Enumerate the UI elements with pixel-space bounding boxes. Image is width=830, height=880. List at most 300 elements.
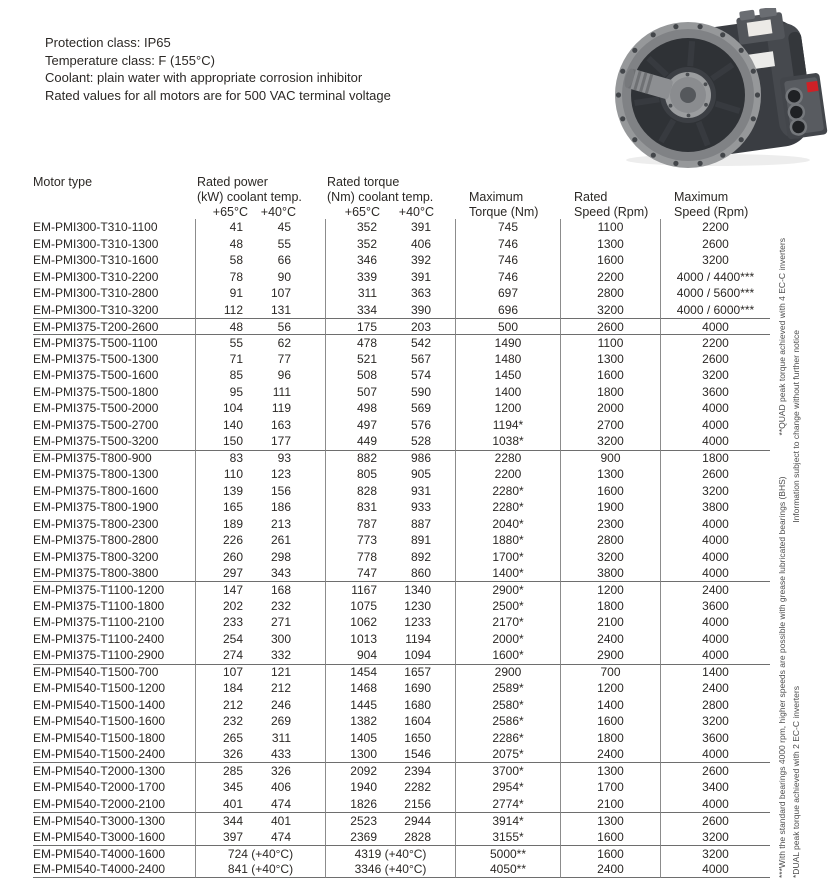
cell-max-speed: 1400	[660, 664, 770, 680]
cell-torque-65: 828	[325, 483, 390, 499]
cell-power-65: 139	[195, 483, 260, 499]
cell-torque-40: 1650	[404, 730, 431, 745]
cell-torque-65: 1075	[325, 598, 390, 614]
cell-rated-speed: 1100	[560, 219, 660, 235]
cell-power-40: 107	[270, 286, 291, 301]
cell-rated-speed: 1200	[560, 680, 660, 696]
cell-rated-speed: 1800	[560, 384, 660, 400]
cell-power-40: 326	[260, 762, 325, 778]
col-header-motor-type: Motor type	[33, 174, 93, 189]
col-header-torque-40: +40°C	[398, 204, 434, 219]
cell-torque-65: 747	[325, 565, 390, 581]
cell-torque-65: 498	[325, 400, 390, 416]
cell-power-65: 260	[195, 548, 260, 564]
cell-power-40: 474	[270, 829, 291, 844]
cell-max-torque: 2000*	[455, 631, 560, 647]
cell-max-torque: 2170*	[455, 614, 560, 630]
cell-torque-40: 933	[410, 500, 431, 515]
cell-rated-speed: 1300	[560, 812, 660, 828]
cell-torque-40: 1194	[405, 631, 431, 646]
cell-max-speed: 3600	[660, 598, 770, 614]
cell-max-speed: 3200	[660, 713, 770, 729]
cell-torque-65: 1940	[325, 779, 390, 795]
cell-max-speed: 4000 / 6000***	[660, 301, 770, 317]
cell-motor-type: EM-PMI375-T1100-1200	[33, 581, 195, 597]
cell-max-torque: 4050**	[455, 861, 560, 877]
cell-motor-type: EM-PMI375-T1100-2400	[33, 631, 165, 646]
cell-power-65: 202	[195, 598, 260, 614]
cell-power-65: 326	[195, 746, 260, 762]
cell-motor-type: EM-PMI300-T310-2800	[33, 286, 159, 301]
cell-rated-speed: 1800	[560, 598, 660, 614]
cell-max-speed: 4000	[660, 565, 770, 581]
cell-rated-speed: 1300	[560, 762, 660, 778]
brand-logo	[806, 81, 818, 92]
cell-max-speed: 4000	[660, 318, 770, 334]
cell-torque-40: 391	[410, 220, 431, 235]
cell-max-torque: 2900	[455, 664, 560, 680]
junction-box	[735, 8, 785, 45]
cell-motor-type: EM-PMI375-T1100-1800	[33, 599, 165, 614]
col-header-max-speed-1: Maximum	[674, 189, 729, 204]
cell-max-torque: 2589*	[455, 680, 560, 696]
cell-motor-type: EM-PMI375-T500-1800	[33, 384, 159, 399]
cell-max-speed: 1800	[660, 450, 770, 466]
cell-max-torque: 2280*	[455, 499, 560, 515]
cell-max-torque: 1400	[455, 384, 560, 400]
cell-max-speed: 3200	[660, 252, 770, 268]
cell-rated-speed: 2200	[560, 268, 660, 284]
cell-max-torque: 2774*	[455, 795, 560, 811]
cell-motor-type: EM-PMI375-T200-2600	[33, 318, 195, 334]
cell-power-65: 297	[195, 565, 260, 581]
cell-power-65: 91	[195, 285, 260, 301]
cell-power-65: 147	[195, 581, 260, 597]
cell-power-65: 265	[195, 730, 260, 746]
cell-max-torque: 2900*	[455, 581, 560, 597]
cell-rated-speed: 2800	[560, 285, 660, 301]
cell-motor-type: EM-PMI540-T1500-1400	[33, 697, 166, 712]
cell-torque-65: 334	[325, 301, 390, 317]
cell-torque-65: 1454	[325, 664, 390, 680]
cell-max-torque: 1880*	[455, 532, 560, 548]
cell-motor-type: EM-PMI300-T310-2200	[33, 269, 159, 284]
cell-rated-speed: 1200	[560, 581, 660, 597]
cell-power-40: 62	[260, 334, 325, 350]
cell-power-40: 119	[271, 401, 291, 416]
cell-max-speed: 3400	[660, 779, 770, 795]
cell-motor-type: EM-PMI375-T500-3200	[33, 434, 159, 449]
col-header-max-torque-2: Torque (Nm)	[469, 204, 539, 219]
cell-power-65: 83	[195, 450, 260, 466]
cell-power-40: 123	[270, 467, 291, 482]
cell-rated-speed: 1600	[560, 367, 660, 383]
cell-torque-65: 521	[325, 351, 390, 367]
cell-max-torque: 1194*	[455, 417, 560, 433]
cell-torque-65: 352	[325, 235, 390, 251]
cell-power-65: 95	[195, 384, 260, 400]
cell-torque-40: 363	[410, 286, 431, 301]
cell-power-65: 150	[195, 433, 260, 449]
cell-torque-40: 528	[410, 434, 431, 449]
cell-motor-type: EM-PMI375-T800-3200	[33, 549, 159, 564]
cell-torque-65: 339	[325, 268, 390, 284]
cell-power-65: 112	[195, 301, 260, 317]
cell-motor-type: EM-PMI375-T800-1900	[33, 500, 159, 515]
cell-power-40: 45	[277, 220, 291, 235]
cell-max-speed: 4000	[660, 515, 770, 531]
cell-power-65: 189	[195, 515, 260, 531]
cell-power-40: 232	[270, 599, 291, 614]
col-header-max-speed-2: Speed (Rpm)	[674, 204, 749, 219]
cell-torque-65: 175	[325, 318, 390, 334]
cell-max-speed: 2600	[660, 812, 770, 828]
cell-rated-speed: 1600	[560, 483, 660, 499]
cell-power-65: 41	[195, 219, 260, 235]
cell-motor-type: EM-PMI375-T500-1300	[33, 351, 159, 366]
cell-torque-40: 891	[410, 533, 431, 548]
cell-rated-speed: 1900	[560, 499, 660, 515]
cell-power-40: 77	[277, 351, 291, 366]
cell-max-speed: 4000	[660, 795, 770, 811]
motor-face	[615, 22, 761, 168]
cell-rated-speed: 1300	[560, 351, 660, 367]
col-header-rated-speed-2: Speed (Rpm)	[574, 204, 649, 219]
cell-rated-speed: 2700	[560, 417, 660, 433]
cell-power-65: 48	[195, 318, 260, 334]
cell-torque-65: 311	[325, 285, 390, 301]
cell-torque-40: 1657	[390, 664, 455, 680]
cell-max-speed: 4000	[660, 631, 770, 647]
cell-max-speed: 2600	[660, 466, 770, 482]
cell-motor-type: EM-PMI375-T1100-2900	[33, 648, 165, 663]
cell-torque-65: 773	[325, 532, 390, 548]
cell-max-speed: 4000	[660, 417, 770, 433]
cell-power-65: 85	[195, 367, 260, 383]
cell-max-speed: 2600	[660, 351, 770, 367]
cell-motor-type: EM-PMI375-T500-1600	[33, 368, 159, 383]
cell-torque-40: 391	[410, 269, 431, 284]
cell-power-40: 332	[270, 648, 291, 663]
cell-motor-type: EM-PMI300-T310-1600	[33, 253, 159, 268]
cell-power-40: 298	[270, 549, 291, 564]
cell-power-40: 96	[277, 368, 291, 383]
cell-motor-type: EM-PMI375-T500-2700	[33, 417, 159, 432]
cell-power-65: 274	[195, 647, 260, 663]
cell-max-torque: 2075*	[455, 746, 560, 762]
col-header-torque-65: +65°C	[344, 204, 380, 219]
cell-motor-type: EM-PMI375-T800-2800	[33, 533, 159, 548]
cell-motor-type: EM-PMI540-T3000-1300	[33, 812, 195, 828]
cell-power-65: 71	[195, 351, 260, 367]
cell-max-torque: 696	[455, 301, 560, 317]
cell-power-65: 107	[195, 664, 260, 680]
cell-power-65: 55	[195, 334, 260, 350]
cell-torque-40: 392	[410, 253, 431, 268]
cell-max-speed: 2400	[660, 581, 770, 597]
spec-table-body	[33, 219, 770, 878]
cell-max-speed: 4000 / 4400***	[660, 268, 770, 284]
cell-max-speed: 3800	[660, 499, 770, 515]
cell-power-65: 212	[195, 697, 260, 713]
cell-max-speed: 2400	[660, 680, 770, 696]
vertical-footnotes-inner	[790, 330, 801, 878]
col-header-rated-speed-1: Rated	[574, 189, 608, 204]
cell-torque-40: 905	[410, 467, 431, 482]
cell-max-torque: 3914*	[455, 812, 560, 828]
cell-motor-type: EM-PMI375-T800-2300	[33, 516, 159, 531]
cell-torque-65: 2092	[325, 762, 390, 778]
cell-max-speed: 2600	[660, 235, 770, 251]
cell-motor-type: EM-PMI540-T4000-2400	[33, 861, 195, 877]
cell-torque-65: 1062	[325, 614, 390, 630]
cell-torque-merged: 3346 (+40°C)	[325, 861, 455, 877]
cell-motor-type: EM-PMI375-T800-1600	[33, 483, 159, 498]
cell-rated-speed: 2300	[560, 515, 660, 531]
cell-power-65: 344	[195, 812, 260, 828]
cell-torque-40: 1604	[404, 714, 431, 729]
cell-torque-65: 1445	[325, 697, 390, 713]
cell-torque-40: 2828	[404, 829, 431, 844]
vertical-footnotes-outer	[776, 238, 787, 878]
cell-torque-40: 406	[410, 236, 431, 251]
cell-rated-speed: 3200	[560, 301, 660, 317]
cell-max-speed: 2200	[660, 219, 770, 235]
cell-rated-speed: 1400	[560, 697, 660, 713]
cell-max-speed: 4000	[660, 647, 770, 663]
cell-max-speed: 3600	[660, 730, 770, 746]
cell-torque-40: 2282	[404, 780, 431, 795]
cell-power-40: 406	[270, 780, 291, 795]
cell-motor-type: EM-PMI375-T1100-2100	[33, 615, 165, 630]
cell-power-65: 184	[195, 680, 260, 696]
cell-torque-40: 1233	[404, 615, 431, 630]
cell-max-speed: 4000	[660, 548, 770, 564]
cell-power-40: 156	[270, 483, 291, 498]
cell-max-speed: 2800	[660, 697, 770, 713]
cell-power-40: 433	[270, 747, 291, 762]
cell-torque-40: 574	[410, 368, 431, 383]
cell-power-40: 343	[270, 566, 291, 581]
cell-power-40: 246	[270, 697, 291, 712]
cell-torque-40: 567	[410, 351, 431, 366]
cell-power-65: 140	[195, 417, 260, 433]
cell-max-torque: 2280	[455, 450, 560, 466]
cell-max-speed: 3200	[660, 483, 770, 499]
cell-power-65: 232	[195, 713, 260, 729]
cell-motor-type: EM-PMI540-T3000-1600	[33, 829, 166, 844]
col-header-rated-torque: Rated torque	[327, 174, 400, 189]
cell-motor-type: EM-PMI300-T310-1300	[33, 236, 159, 251]
cell-torque-40: 569	[410, 401, 431, 416]
cell-power-merged: 724 (+40°C)	[195, 845, 325, 861]
cell-power-40: 55	[277, 236, 291, 251]
cell-torque-40: 576	[410, 417, 431, 432]
cell-power-40: 121	[260, 664, 325, 680]
cell-motor-type: EM-PMI540-T1500-1600	[33, 714, 166, 729]
col-header-max-torque-1: Maximum	[469, 189, 524, 204]
cell-rated-speed: 2900	[560, 647, 660, 663]
cell-max-speed: 4000	[660, 861, 770, 877]
cell-torque-65: 449	[325, 433, 390, 449]
cell-power-65: 401	[195, 795, 260, 811]
cell-power-40: 311	[271, 730, 291, 745]
coolant-line: Coolant: plain water with appropriate corrosion inhibitor	[45, 70, 363, 85]
footnote-quad: **QUAD peak torque achieved with 4 EC-C inverters	[776, 238, 787, 436]
cell-motor-type: EM-PMI375-T800-900	[33, 450, 195, 466]
cell-max-speed: 3600	[660, 384, 770, 400]
table-header	[33, 174, 770, 219]
cell-torque-40: 892	[410, 549, 431, 564]
cell-max-torque: 745	[455, 219, 560, 235]
cell-power-65: 165	[195, 499, 260, 515]
col-header-power-40: +40°C	[260, 204, 296, 219]
cell-max-torque: 2954*	[455, 779, 560, 795]
cell-torque-65: 346	[325, 252, 390, 268]
cell-max-speed: 4000	[660, 746, 770, 762]
cell-motor-type: EM-PMI375-T500-2000	[33, 401, 159, 416]
cell-max-speed: 3200	[660, 845, 770, 861]
cell-torque-40: 931	[410, 483, 431, 498]
cell-max-torque: 2200	[455, 466, 560, 482]
cell-max-speed: 4000	[660, 614, 770, 630]
cell-rated-speed: 3800	[560, 565, 660, 581]
cell-power-65: 58	[195, 252, 260, 268]
cell-power-65: 345	[195, 779, 260, 795]
cell-power-40: 212	[270, 681, 291, 696]
cell-torque-65: 1405	[325, 730, 390, 746]
cell-rated-speed: 1800	[560, 730, 660, 746]
cell-motor-type: EM-PMI540-T2000-1300	[33, 762, 195, 778]
cell-motor-type: EM-PMI375-T800-3800	[33, 566, 159, 581]
cell-torque-65: 508	[325, 367, 390, 383]
cell-torque-65: 787	[325, 515, 390, 531]
cell-motor-type: EM-PMI375-T800-1300	[33, 467, 159, 482]
cell-power-40: 300	[270, 631, 291, 646]
cell-motor-type: EM-PMI540-T2000-1700	[33, 780, 166, 795]
cell-power-40: 269	[270, 714, 291, 729]
rated-values-line: Rated values for all motors are for 500 VAC terminal voltage	[45, 87, 391, 103]
cell-rated-speed: 1600	[560, 252, 660, 268]
cell-rated-speed: 1300	[560, 466, 660, 482]
cell-max-torque: 1038*	[455, 433, 560, 449]
cell-power-40: 261	[270, 533, 291, 548]
footnote-dual: *DUAL peak torque achieved with 2 EC-C inverters	[790, 686, 801, 878]
cell-torque-65: 497	[325, 417, 390, 433]
cell-motor-type: EM-PMI540-T1500-2400	[33, 747, 166, 762]
cell-torque-40: 590	[410, 384, 431, 399]
cell-max-torque: 746	[455, 268, 560, 284]
cell-max-torque: 3700*	[455, 762, 560, 778]
cell-power-40: 163	[270, 417, 291, 432]
protection-class-line: Protection class: IP65	[45, 35, 171, 50]
cell-max-torque: 2286*	[455, 730, 560, 746]
col-header-torque-unit: (Nm) coolant temp.	[327, 189, 434, 204]
cell-motor-type: EM-PMI375-T500-1100	[33, 334, 195, 350]
cell-torque-65: 478	[325, 334, 390, 350]
cell-max-speed: 2200	[660, 334, 770, 350]
cell-torque-40: 1094	[404, 648, 431, 663]
cell-torque-40: 860	[410, 566, 431, 581]
cell-max-torque: 2280*	[455, 483, 560, 499]
cell-max-speed: 4000	[660, 433, 770, 449]
cell-torque-40: 2394	[390, 762, 455, 778]
cell-rated-speed: 900	[560, 450, 660, 466]
cell-power-40: 131	[270, 302, 291, 317]
cell-power-40: 66	[277, 253, 291, 268]
cell-torque-40: 203	[390, 318, 455, 334]
cell-max-torque: 1200	[455, 400, 560, 416]
cell-torque-40: 1680	[404, 697, 431, 712]
cell-torque-65: 904	[325, 647, 390, 663]
cell-power-40: 168	[260, 581, 325, 597]
cell-rated-speed: 2400	[560, 861, 660, 877]
cell-power-65: 226	[195, 532, 260, 548]
temperature-class-line: Temperature class: F (155°C)	[45, 52, 215, 68]
cell-rated-speed: 3200	[560, 548, 660, 564]
cell-rated-speed: 2100	[560, 795, 660, 811]
cell-torque-40: 986	[390, 450, 455, 466]
cell-max-speed: 3200	[660, 828, 770, 844]
cell-power-65: 110	[195, 466, 260, 482]
cell-power-65: 48	[195, 235, 260, 251]
cell-max-torque: 500	[455, 318, 560, 334]
cell-rated-speed: 2400	[560, 631, 660, 647]
cell-max-torque: 2586*	[455, 713, 560, 729]
cell-rated-speed: 3200	[560, 433, 660, 449]
cell-power-40: 177	[270, 434, 291, 449]
cell-motor-type: EM-PMI540-T4000-1600	[33, 845, 195, 861]
cell-max-torque: 2580*	[455, 697, 560, 713]
cell-motor-type: EM-PMI540-T1500-1200	[33, 681, 166, 696]
cell-torque-40: 2156	[404, 796, 431, 811]
cell-torque-65: 1826	[325, 795, 390, 811]
cell-rated-speed: 1300	[560, 235, 660, 251]
cell-max-torque: 1700*	[455, 548, 560, 564]
cell-max-speed: 4000 / 5600***	[660, 285, 770, 301]
cell-rated-speed: 1700	[560, 779, 660, 795]
cell-power-65: 78	[195, 268, 260, 284]
connector-box	[779, 73, 827, 140]
cell-max-speed: 4000	[660, 532, 770, 548]
cell-power-65: 104	[195, 400, 260, 416]
cell-torque-65: 805	[325, 466, 390, 482]
cell-torque-40: 542	[390, 334, 455, 350]
col-header-rated-power: Rated power	[197, 174, 268, 189]
cell-motor-type: EM-PMI300-T310-3200	[33, 302, 159, 317]
footnote-info: Information subject to change without further notice	[790, 330, 801, 523]
cell-torque-65: 1013	[325, 631, 390, 647]
cell-power-40: 93	[260, 450, 325, 466]
cell-rated-speed: 700	[560, 664, 660, 680]
cell-power-65: 397	[195, 828, 260, 844]
cell-power-40: 186	[270, 500, 291, 515]
cell-power-merged: 841 (+40°C)	[195, 861, 325, 877]
cell-rated-speed: 1100	[560, 334, 660, 350]
cell-max-torque: 697	[455, 285, 560, 301]
cell-rated-speed: 2000	[560, 400, 660, 416]
cell-torque-merged: 4319 (+40°C)	[325, 845, 455, 861]
cell-torque-65: 352	[325, 219, 390, 235]
cell-max-torque: 5000**	[455, 845, 560, 861]
cell-torque-40: 1340	[390, 581, 455, 597]
cell-power-40: 401	[260, 812, 325, 828]
cell-torque-40: 1546	[404, 747, 431, 762]
cell-torque-65: 1300	[325, 746, 390, 762]
cell-max-torque: 1450	[455, 367, 560, 383]
cell-power-65: 254	[195, 631, 260, 647]
cell-torque-65: 507	[325, 384, 390, 400]
